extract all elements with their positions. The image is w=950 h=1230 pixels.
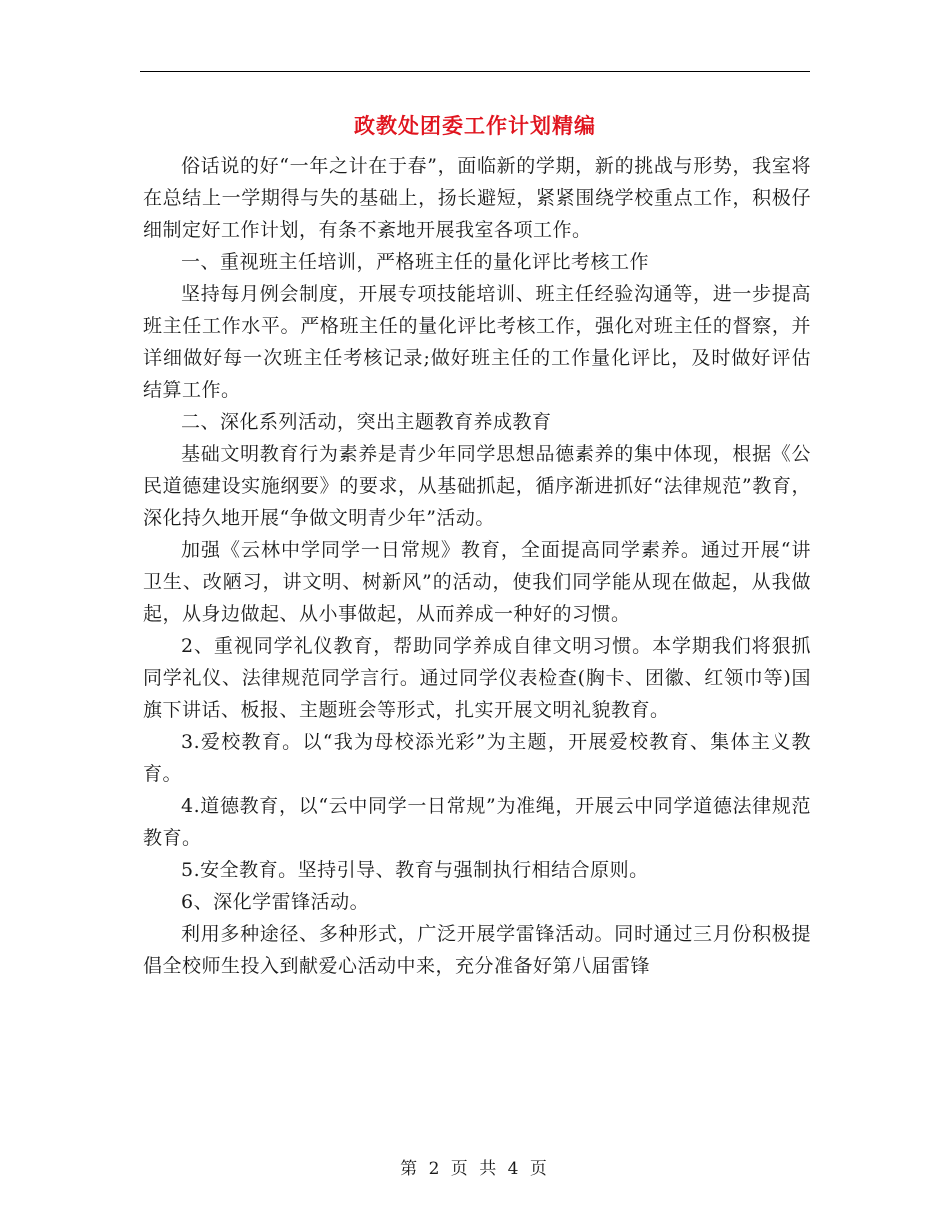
section-heading-2: 二、深化系列活动，突出主题教育养成教育 — [181, 411, 552, 433]
paragraph-morality: 4.道德教育，以“云中同学一日常规”为准绳，开展云中同学道德法律规范教育。 — [143, 795, 811, 849]
page-number: 第 2 页 共 4 页 — [400, 1159, 550, 1179]
paragraph-lei-feng-heading: 6、深化学雷锋活动。 — [181, 891, 370, 913]
paragraph-daily-rules: 加强《云林中学同学一日常规》教育，全面提高同学素养。通过开展“讲卫生、改陋习，讲文明、树新风”的活动，使我们同学能从现在做起，从我做起，从身边做起、从小事做起，从而养成一种好的习惯。 — [143, 539, 811, 625]
paragraph-lei-feng: 利用多种途径、多种形式，广泛开展学雷锋活动。同时通过三月份积极提倡全校师生投入到献爱心活动中来，充分准备好第八届雷锋 — [143, 923, 811, 977]
paragraph-etiquette: 2、重视同学礼仪教育，帮助同学养成自律文明习惯。本学期我们将狠抓同学礼仪、法律规范同学言行。通过同学仪表检查(胸卡、团徽、红领巾等)国旗下讲话、板报、主题班会等形式，扎实开展文明礼貌教育。 — [143, 635, 811, 721]
paragraph-intro: 俗话说的好“一年之计在于春”，面临新的学期，新的挑战与形势，我室将在总结上一学期得与失的基础上，扬长避短，紧紧围绕学校重点工作，积极仔细制定好工作计划，有条不紊地开展我室各项工作。 — [143, 155, 811, 241]
paragraph-class-teacher: 坚持每月例会制度，开展专项技能培训、班主任经验沟通等，进一步提高班主任工作水平。严格班主任的量化评比考核工作，强化对班主任的督察，并详细做好每一次班主任考核记录;做好班主任的工作量化评比，及时做好评估结算工作。 — [143, 283, 811, 401]
document-body — [143, 150, 811, 982]
document-title: 政教处团委工作计划精编 — [354, 113, 596, 138]
paragraph-love-school: 3.爱校教育。以“我为母校添光彩”为主题，开展爱校教育、集体主义教育。 — [143, 731, 811, 785]
paragraph-safety: 5.安全教育。坚持引导、教育与强制执行相结合原则。 — [181, 859, 649, 881]
paragraph-civility: 基础文明教育行为素养是青少年同学思想品德素养的集中体现，根据《公民道德建设实施纲要》的要求，从基础抓起，循序渐进抓好“法律规范”教育，深化持久地开展“争做文明青少年”活动。 — [143, 443, 811, 529]
section-heading-1: 一、重视班主任培训，严格班主任的量化评比考核工作 — [181, 251, 650, 273]
header-rule — [140, 71, 810, 72]
